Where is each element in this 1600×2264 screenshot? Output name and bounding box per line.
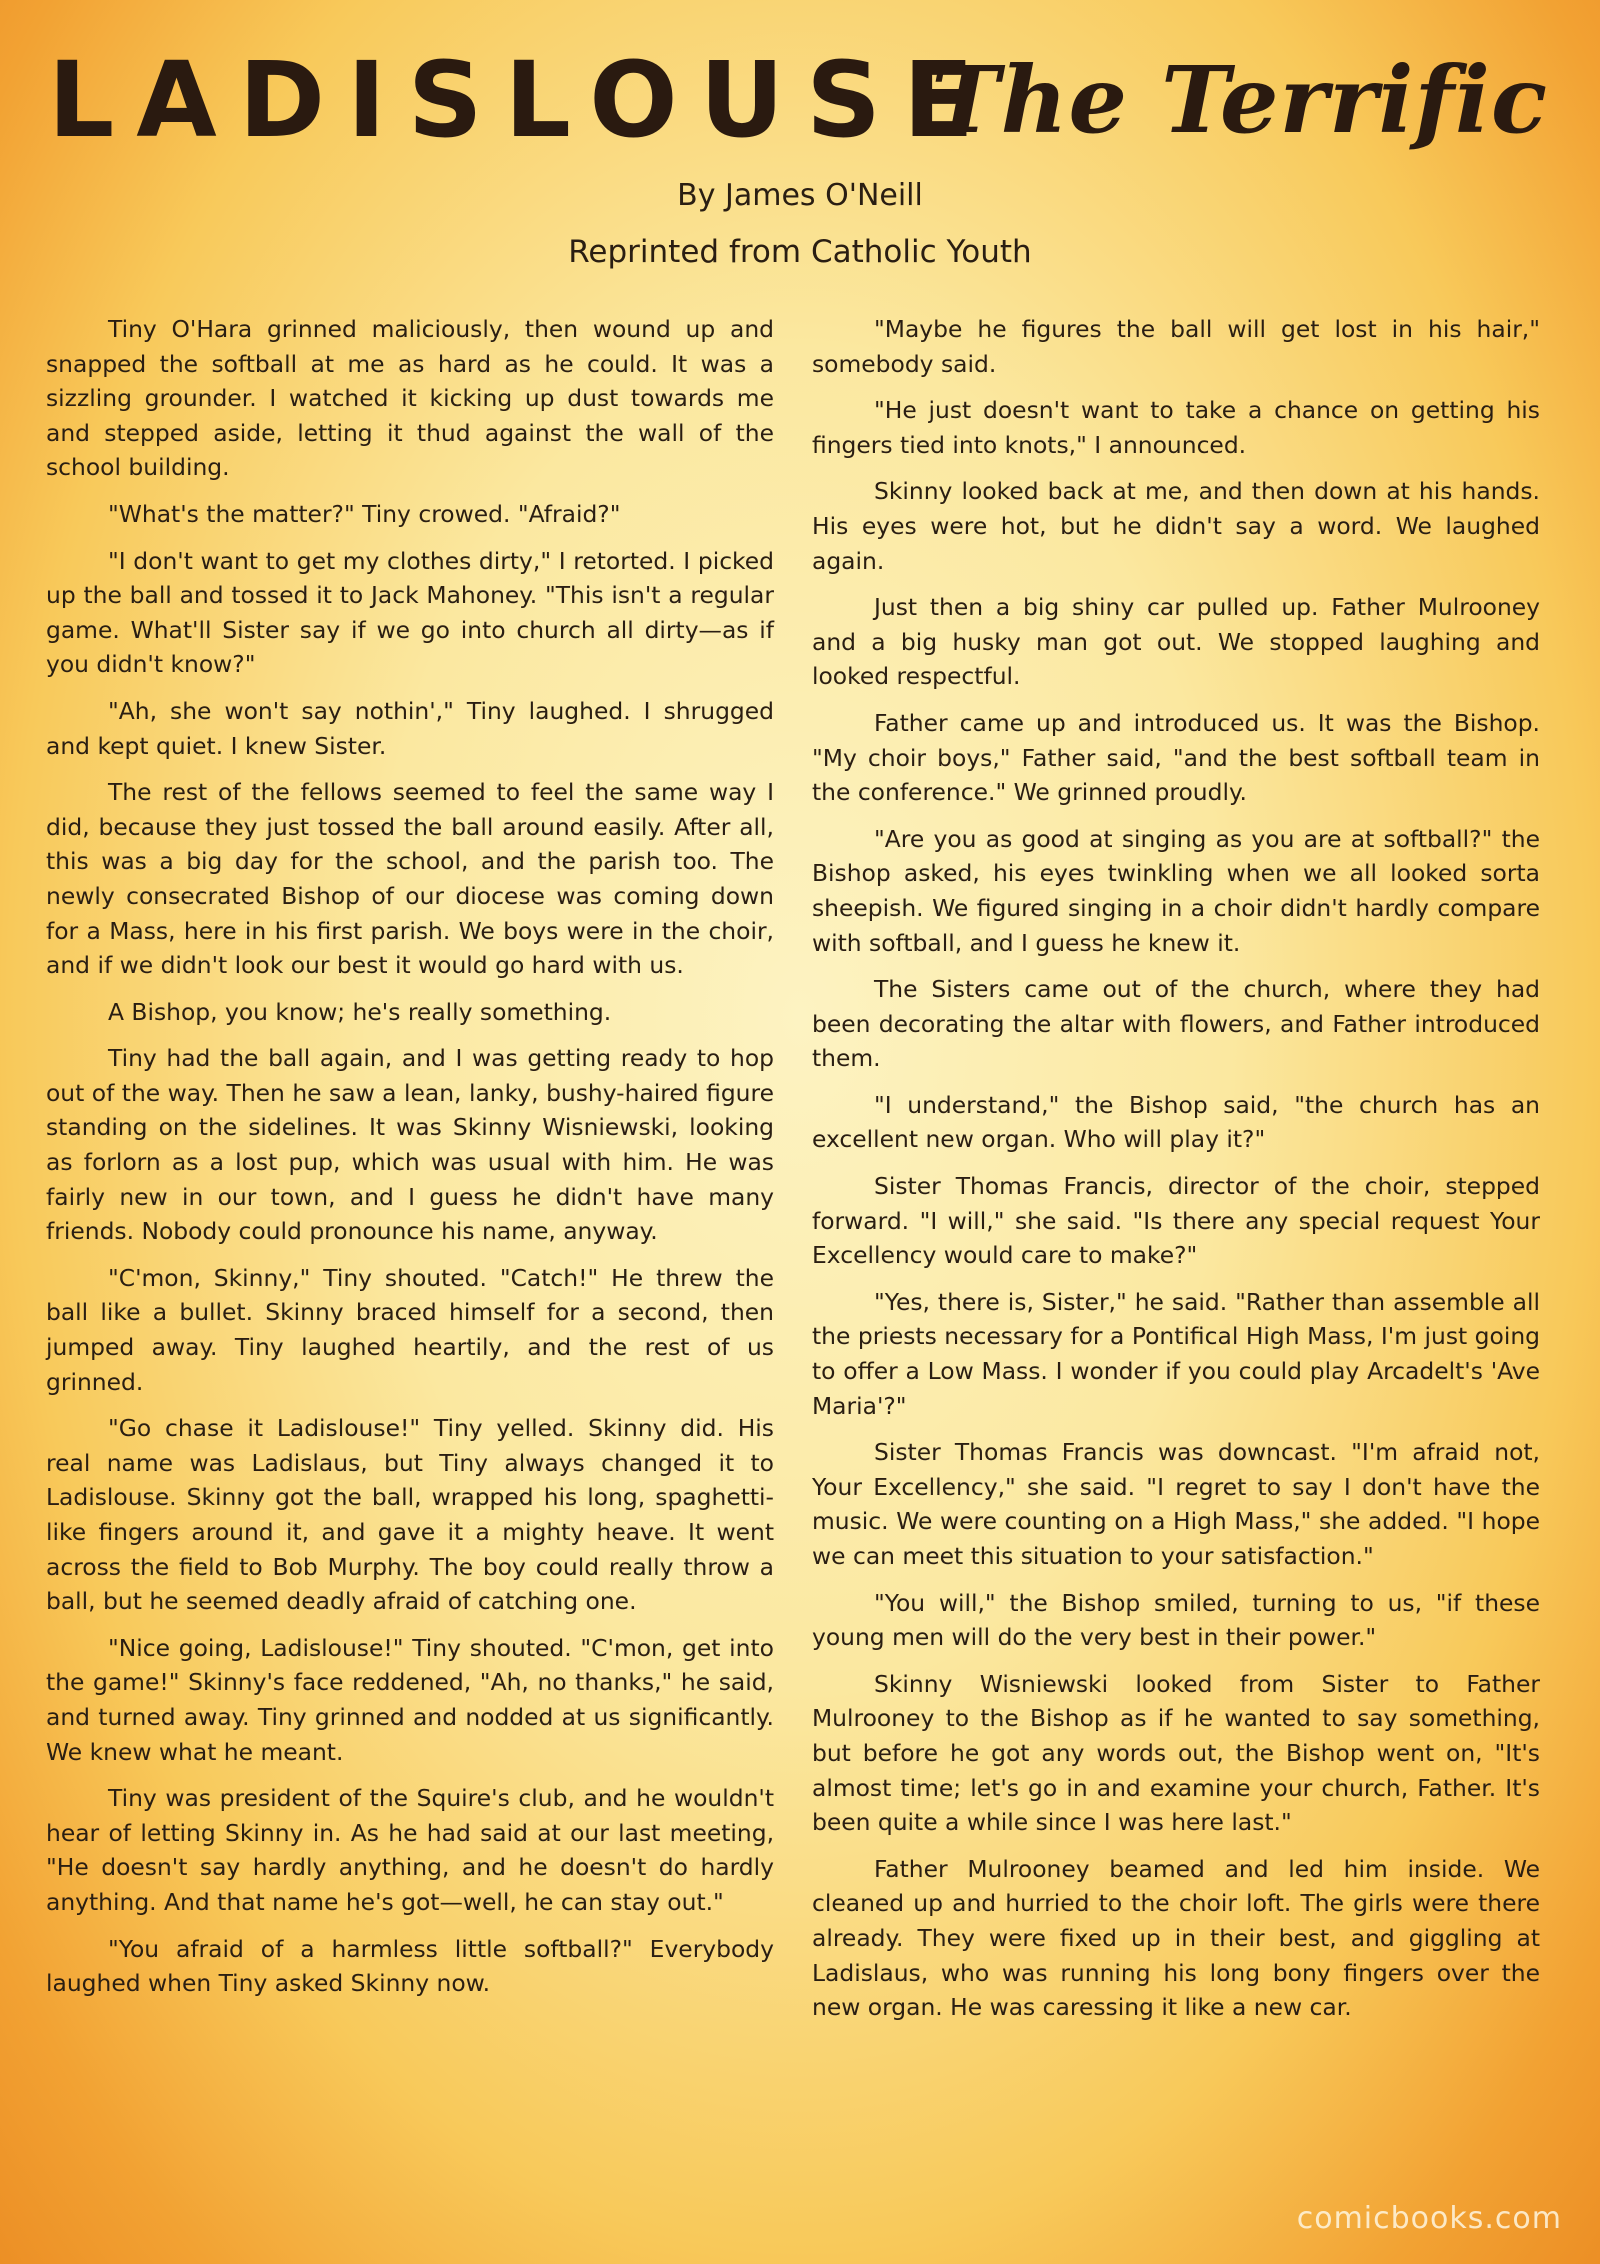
paragraph: Tiny had the ball again, and I was getting ready to hop out of the way. Then he saw a lean, lanky, bushy-haired figure standing on the sidelines. It was Skinny Wisniewski, looking as forlorn as a lost pup, which was usual with him. He was fairly new in our town, and I guess he didn't have many friends. Nobody could pronounce his name, anyway. xyxy=(46,1044,774,1246)
paragraph: Sister Thomas Francis was downcast. "I'm afraid not, Your Excellency," she said. "I regret to say I don't have the music. We were counting on a High Mass," she added. "I hope we can meet this situation to your satisfaction." xyxy=(812,1438,1540,1570)
story-subtitle: The Terrific xyxy=(931,46,1548,154)
paragraph: Skinny looked back at me, and then down at his hands. His eyes were hot, but he didn't say a word. We laughed again. xyxy=(812,477,1540,575)
byline: By James O'Neill xyxy=(677,178,923,213)
paragraph: "You will," the Bishop smiled, turning to us, "if these young men will do the very best in their power." xyxy=(812,1588,1540,1652)
paragraph: "Ah, she won't say nothin'," Tiny laughed. I shrugged and kept quiet. I knew Sister. xyxy=(46,696,774,760)
paragraph: "I understand," the Bishop said, "the church has an excellent new organ. Who will play it?" xyxy=(812,1090,1540,1154)
paragraph: Skinny Wisniewski looked from Sister to Father Mulrooney to the Bishop as if he wanted to say something, but before he got any words out, the Bishop went on, "It's almost time; let's go in and examine your church, Father. It's been quite a while since I was here last." xyxy=(812,1669,1540,1837)
paragraph: "Yes, there is, Sister," he said. "Rather than assemble all the priests necessary for a Pontifical High Mass, I'm just going to offer a Low Mass. I wonder if you could play Arcadelt's 'Ave Maria'?" xyxy=(812,1287,1540,1420)
reprint-note: Reprinted from Catholic Youth xyxy=(568,234,1032,270)
paragraph: "Nice going, Ladislouse!" Tiny shouted. "C'mon, get into the game!" Skinny's face reddened, "Ah, no thanks," he said, and turned away. Tiny grinned and nodded at us significantly. We knew what he meant. xyxy=(46,1633,774,1766)
paragraph: "C'mon, Skinny," Tiny shouted. "Catch!" He threw the ball like a bullet. Skinny braced himself for a second, then jumped away. Tiny laughed heartily, and the rest of us grinned. xyxy=(46,1263,774,1396)
paragraph: "I don't want to get my clothes dirty," I retorted. I picked up the ball and tossed it to Jack Mahoney. "This isn't a regular game. What'll Sister say if we go into church all dirty—as if you didn't know?" xyxy=(46,546,774,679)
paragraph: "He just doesn't want to take a chance on getting his fingers tied into knots," I announced. xyxy=(812,396,1540,459)
paragraph: "Go chase it Ladislouse!" Tiny yelled. Skinny did. His real name was Ladislaus, but Tiny always changed it to Ladislouse. Skinny got the ball, wrapped his long, spaghetti-like fingers around it, and gave it a mighty heave. It went across the field to Bob Murphy. The boy could really throw a ball, but he seemed deadly afraid of catching one. xyxy=(46,1414,774,1616)
paragraph: Sister Thomas Francis, director of the choir, stepped forward. "I will," she said. "Is there any special request Your Excellency would care to make?" xyxy=(812,1172,1540,1270)
paragraph: The rest of the fellows seemed to feel the same way I did, because they just tossed the ball around easily. After all, this was a big day for the school, and the parish too. The newly consecrated Bishop of our diocese was coming down for a Mass, here in his first parish. We boys were in the choir, and if we didn't look our best it would go hard with us. xyxy=(46,778,774,980)
paragraph: Tiny O'Hara grinned maliciously, then wound up and snapped the softball at me as hard as he could. It was a sizzling grounder. I watched it kicking up dust towards me and stepped aside, letting it thud against the wall of the school building. xyxy=(46,315,774,482)
paragraph: Just then a big shiny car pulled up. Father Mulrooney and a big husky man got out. We stopped laughing and looked respectful. xyxy=(812,593,1540,691)
paragraph: Tiny was president of the Squire's club, and he wouldn't hear of letting Skinny in. As he had said at our last meeting, "He doesn't say hardly anything, and he doesn't do hardly anything. And that name he's got—well, he can stay out." xyxy=(46,1784,774,1916)
story-header xyxy=(48,40,1548,170)
paragraph: "You afraid of a harmless little softball?" Everybody laughed when Tiny asked Skinny now. xyxy=(46,1934,774,1998)
paragraph: "Maybe he figures the ball will get lost in his hair," somebody said. xyxy=(812,315,1540,378)
paragraph: Father came up and introduced us. It was the Bishop. "My choir boys," Father said, "and the best softball team in the conference." We grinned proudly. xyxy=(812,708,1540,807)
paragraph: A Bishop, you know; he's really something. xyxy=(108,997,612,1026)
left-column xyxy=(46,312,774,2013)
right-column xyxy=(812,312,1540,2037)
paragraph: "What's the matter?" Tiny crowed. "Afraid?" xyxy=(108,499,621,528)
story-title: LADISLOUSE xyxy=(48,39,997,161)
site-watermark: comicbooks.com xyxy=(1296,2201,1562,2236)
paragraph: The Sisters came out of the church, where they had been decorating the altar with flowers, and Father introduced them. xyxy=(812,975,1540,1073)
paragraph: "Are you as good at singing as you are at softball?" the Bishop asked, his eyes twinkling when we all looked sorta sheepish. We figured singing in a choir didn't hardly compare with softball, and I guess he knew it. xyxy=(812,824,1540,957)
paragraph: Father Mulrooney beamed and led him inside. We cleaned up and hurried to the choir loft. The girls were there already. They were fixed up in their best, and giggling at Ladislaus, who was running his long bony fingers over the new organ. He was caressing it like a new car. xyxy=(812,1854,1540,2022)
